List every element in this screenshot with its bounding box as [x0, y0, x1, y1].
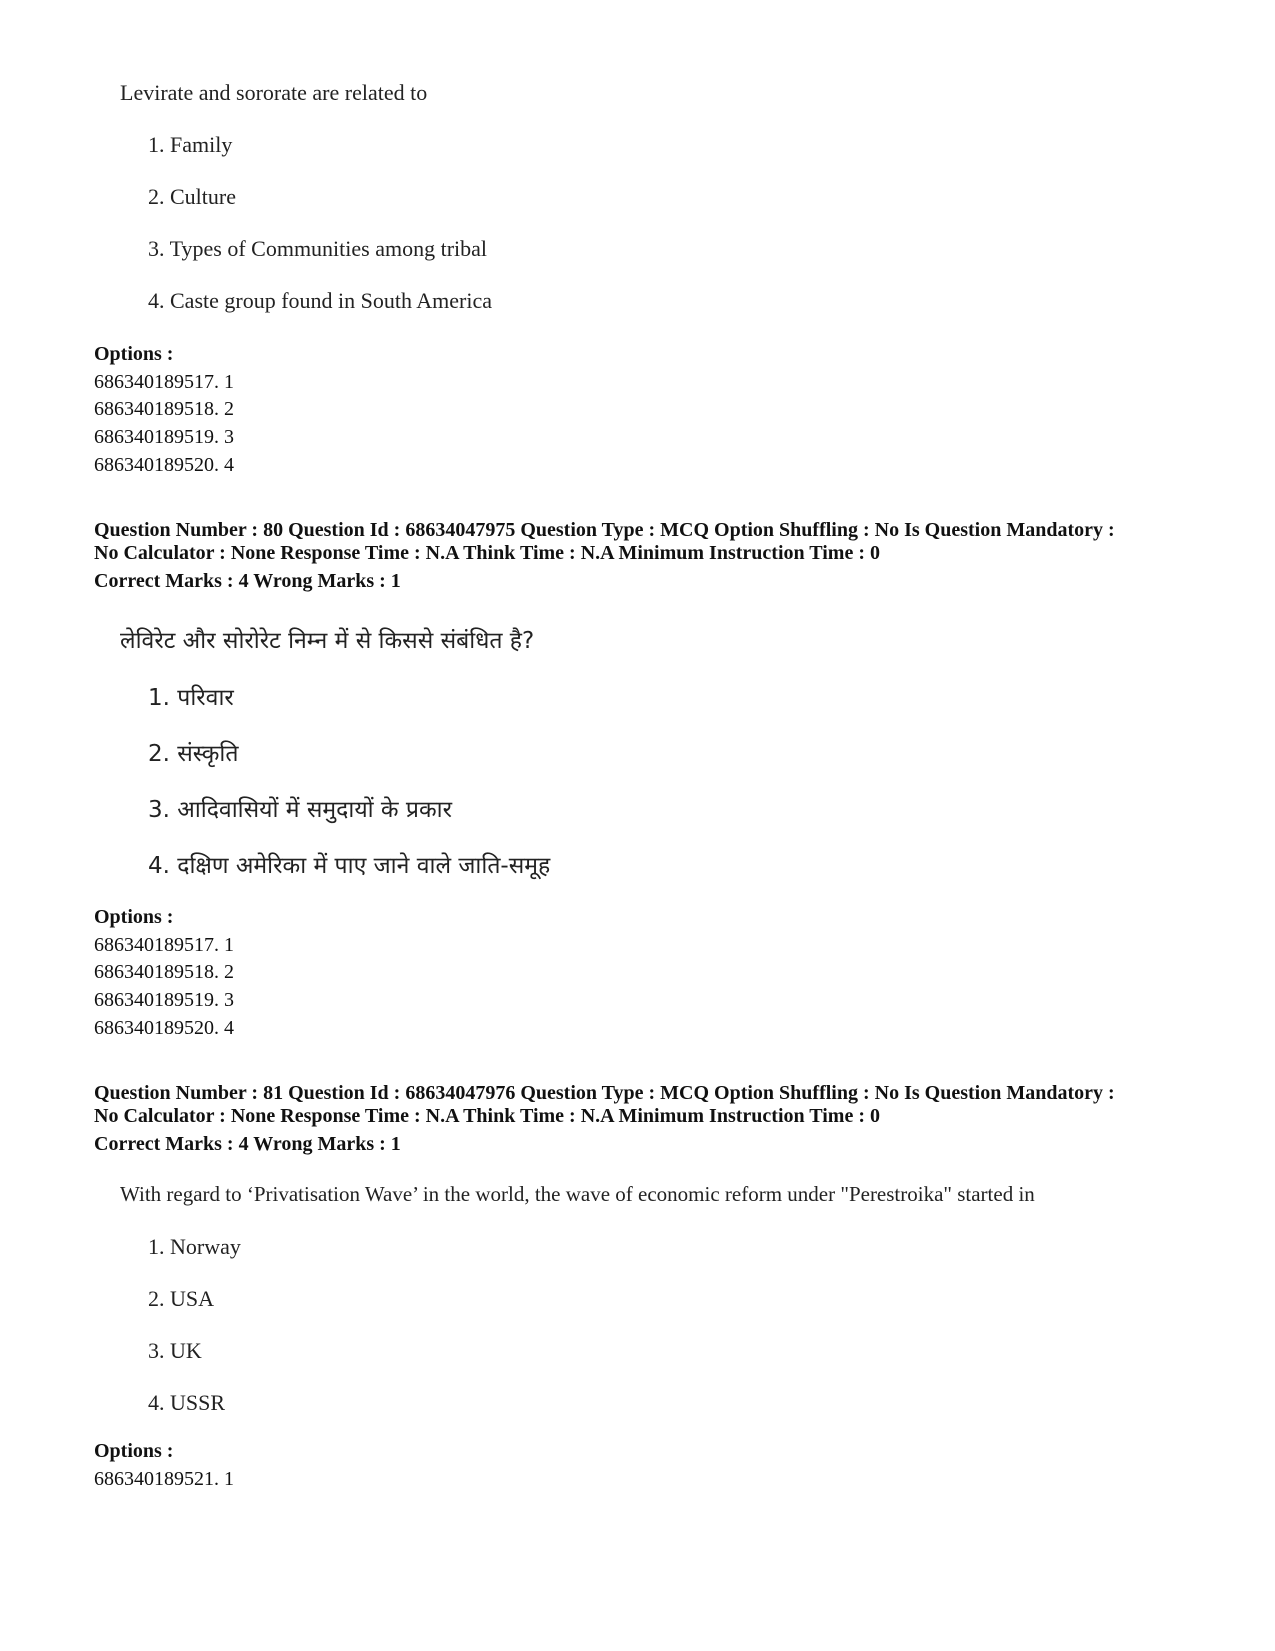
choice-item: 1. Norway — [148, 1234, 241, 1259]
choice-item: 3. Types of Communities among tribal — [148, 236, 488, 261]
option-line: 686340189521. 1 — [94, 1468, 234, 1490]
option-line: 686340189520. 4 — [94, 454, 234, 476]
question-text: लेविरेट और सोरोरेट निम्न में से किससे संबंधित है? — [120, 628, 535, 654]
choice-item: 1. Family — [148, 132, 233, 157]
question-text: Levirate and sororate are related to — [120, 80, 428, 105]
option-line: 686340189519. 3 — [94, 989, 234, 1011]
option-line: 686340189517. 1 — [94, 934, 234, 956]
option-line: 686340189518. 2 — [94, 961, 234, 983]
question-meta-line: Question Number : 80 Question Id : 68634047975 Question Type : MCQ Option Shuffling : No Is Question Mandatory : — [94, 519, 1115, 541]
marks-line: Correct Marks : 4 Wrong Marks : 1 — [94, 570, 401, 592]
option-line: 686340189517. 1 — [94, 371, 234, 393]
choice-item: 3. आदिवासियों में समुदायों के प्रकार — [148, 797, 453, 823]
marks-line: Correct Marks : 4 Wrong Marks : 1 — [94, 1133, 401, 1155]
choice-item: 2. संस्कृति — [148, 741, 239, 767]
choice-item: 1. परिवार — [148, 685, 234, 711]
option-line: 686340189518. 2 — [94, 398, 234, 420]
choice-item: 4. USSR — [148, 1390, 226, 1415]
options-heading: Options : — [94, 1440, 174, 1462]
question-meta-line: No Calculator : None Response Time : N.A Think Time : N.A Minimum Instruction Time : 0 — [94, 542, 880, 564]
choice-item: 2. USA — [148, 1286, 215, 1311]
question-text: With regard to ‘Privatisation Wave’ in the world, the wave of economic reform under "Perestroika" started in — [120, 1182, 1035, 1206]
options-heading: Options : — [94, 343, 174, 365]
option-line: 686340189520. 4 — [94, 1017, 234, 1039]
question-meta-line: Question Number : 81 Question Id : 68634047976 Question Type : MCQ Option Shuffling : No Is Question Mandatory : — [94, 1082, 1115, 1104]
options-heading: Options : — [94, 906, 174, 928]
option-line: 686340189519. 3 — [94, 426, 234, 448]
choice-item: 4. Caste group found in South America — [148, 288, 493, 313]
choice-item: 3. UK — [148, 1338, 202, 1363]
choice-item: 4. दक्षिण अमेरिका में पाए जाने वाले जाति-समूह — [148, 853, 551, 879]
choice-item: 2. Culture — [148, 184, 236, 209]
question-meta-line: No Calculator : None Response Time : N.A Think Time : N.A Minimum Instruction Time : 0 — [94, 1105, 880, 1127]
